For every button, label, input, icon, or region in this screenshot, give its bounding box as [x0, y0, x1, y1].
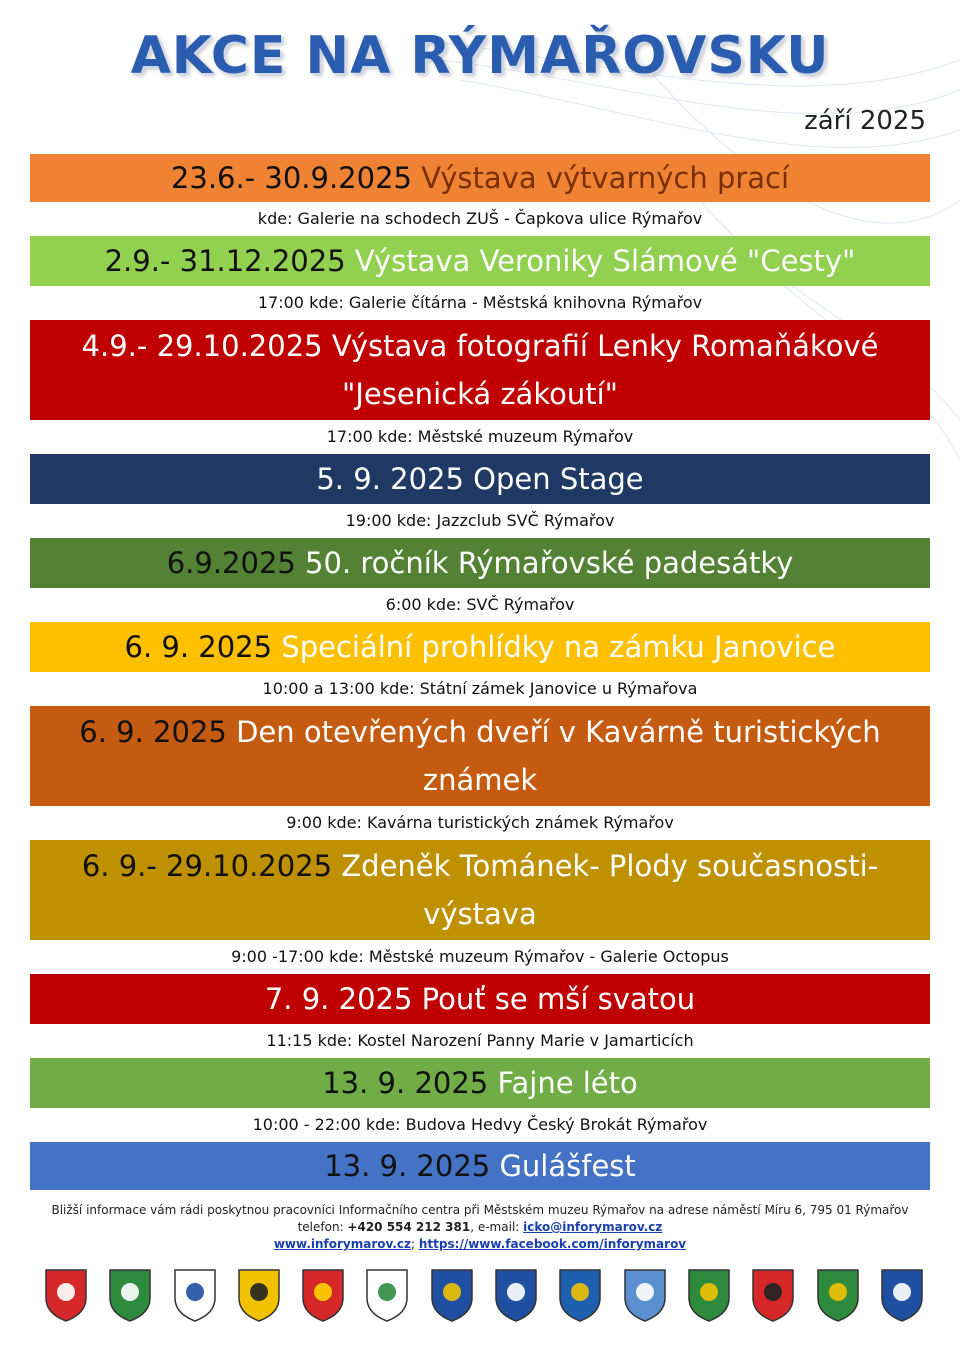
- phone-prefix: telefon:: [297, 1220, 348, 1234]
- event-title: Open Stage: [463, 462, 644, 496]
- event-item: [30, 840, 930, 974]
- event-date: 2.9.- 31.12.2025: [104, 244, 346, 278]
- event-item: [30, 974, 930, 1058]
- event-item: [30, 706, 930, 840]
- event-date: 5. 9. 2025: [316, 462, 464, 496]
- event-bar: [30, 236, 930, 286]
- event-note: kde: Galerie na schodech ZUŠ - Čapkova ulice Rýmařov: [257, 209, 703, 228]
- event-bar: [30, 454, 930, 504]
- event-item: [30, 236, 930, 320]
- event-date: 6. 9. 2025: [124, 630, 273, 664]
- event-item: [30, 154, 930, 236]
- facebook-link[interactable]: https://www.facebook.com/inforymarov: [418, 1237, 687, 1251]
- event-date: 6. 9. 2025: [79, 715, 227, 749]
- website-link[interactable]: www.inforymarov.cz: [273, 1237, 412, 1251]
- event-title: Výstava fotografií Lenky Romaňákové "Jesenická zákoutí": [322, 329, 879, 411]
- event-note: 19:00 kde: Jazzclub SVČ Rýmařov: [345, 511, 615, 530]
- footer: [0, 1202, 960, 1253]
- event-title: Den otevřených dveří v Kavárně turistických známek: [226, 715, 881, 797]
- crest-blue-feather-icon: [623, 1268, 667, 1322]
- crest-red-figure-icon: [44, 1268, 88, 1322]
- footer-info: Bližší informace vám rádi poskytnou pracovníci Informačního centra při Městském muzeu Rýmařov na adrese náměstí Míru 6, 795 01 Rýmařov: [51, 1203, 909, 1217]
- event-title: Fajne léto: [488, 1066, 638, 1100]
- crest-blue-horse-icon: [558, 1268, 602, 1322]
- phone-number: +420 554 212 381: [347, 1220, 471, 1234]
- event-item: [30, 538, 930, 622]
- crest-blue-dog-icon: [880, 1268, 924, 1322]
- crest-green-wheat-icon: [816, 1268, 860, 1322]
- crest-yellow-bird-icon: [237, 1268, 281, 1322]
- event-date: 4.9.- 29.10.2025: [81, 329, 323, 363]
- event-title: Výstava výtvarných prací: [411, 161, 790, 195]
- event-date: 13. 9. 2025: [324, 1149, 491, 1183]
- crest-cross-icon: [365, 1268, 409, 1322]
- event-item: [30, 1058, 930, 1142]
- crests-row: [44, 1268, 924, 1328]
- event-note: 17:00 kde: Galerie čítárna - Městská knihovna Rýmařov: [257, 293, 703, 312]
- crest-blue-trees-icon: [173, 1268, 217, 1322]
- event-note: 9:00 kde: Kavárna turistických známek Rýmařov: [286, 813, 674, 832]
- crest-blue-checks-icon: [430, 1268, 474, 1322]
- event-date: 6.9.2025: [166, 546, 296, 580]
- event-bar: [30, 974, 930, 1024]
- event-date: 6. 9.- 29.10.2025: [81, 849, 333, 883]
- event-date: 13. 9. 2025: [322, 1066, 489, 1100]
- month-label: září 2025: [804, 106, 926, 136]
- link-separator: ;: [411, 1237, 419, 1251]
- page-title: AKCE NA RÝMAŘOVSKU: [130, 26, 830, 86]
- event-note: 6:00 kde: SVČ Rýmařov: [385, 595, 575, 614]
- event-item: [30, 454, 930, 538]
- event-bar: [30, 154, 930, 202]
- crest-green-tree-icon: [687, 1268, 731, 1322]
- event-item: [30, 622, 930, 706]
- event-title: Speciální prohlídky na zámku Janovice: [272, 630, 836, 664]
- event-bar: [30, 706, 930, 806]
- event-note: 11:15 kde: Kostel Narození Panny Marie v Jamarticích: [266, 1031, 694, 1050]
- crest-red-knight-icon: [301, 1268, 345, 1322]
- email-prefix: , e-mail:: [470, 1220, 524, 1234]
- event-title: 50. ročník Rýmařovské padesátky: [295, 546, 794, 580]
- event-bar: [30, 840, 930, 940]
- event-bar: [30, 538, 930, 588]
- event-bar: [30, 1142, 930, 1190]
- event-item: [30, 320, 930, 454]
- event-note: 10:00 - 22:00 kde: Budova Hedvy Český Brokát Rýmařov: [252, 1115, 708, 1134]
- event-note: 17:00 kde: Městské muzeum Rýmařov: [326, 427, 634, 446]
- footer-contact: [0, 1219, 960, 1236]
- event-title: Pouť se mší svatou: [412, 982, 696, 1016]
- event-item: [30, 1142, 930, 1190]
- event-note: 9:00 -17:00 kde: Městské muzeum Rýmařov - Galerie Octopus: [231, 947, 729, 966]
- event-date: 7. 9. 2025: [264, 982, 413, 1016]
- event-bar: [30, 320, 930, 420]
- event-bar: [30, 622, 930, 672]
- event-title: Gulášfest: [490, 1149, 636, 1183]
- footer-links: [0, 1236, 960, 1253]
- event-date: 23.6.- 30.9.2025: [170, 161, 412, 195]
- event-title: Výstava Veroniky Slámové "Cesty": [345, 244, 856, 278]
- event-title: Zdeněk Tománek- Plody současnosti- výstava: [332, 849, 879, 931]
- crest-green-hammers-icon: [108, 1268, 152, 1322]
- events-list: [30, 154, 930, 1190]
- event-note: 10:00 a 13:00 kde: Státní zámek Janovice u Rýmařova: [262, 679, 698, 698]
- crest-red-eagle-icon: [751, 1268, 795, 1322]
- event-bar: [30, 1058, 930, 1108]
- crest-blue-grapes-icon: [494, 1268, 538, 1322]
- email-link[interactable]: icko@inforymarov.cz: [523, 1220, 663, 1234]
